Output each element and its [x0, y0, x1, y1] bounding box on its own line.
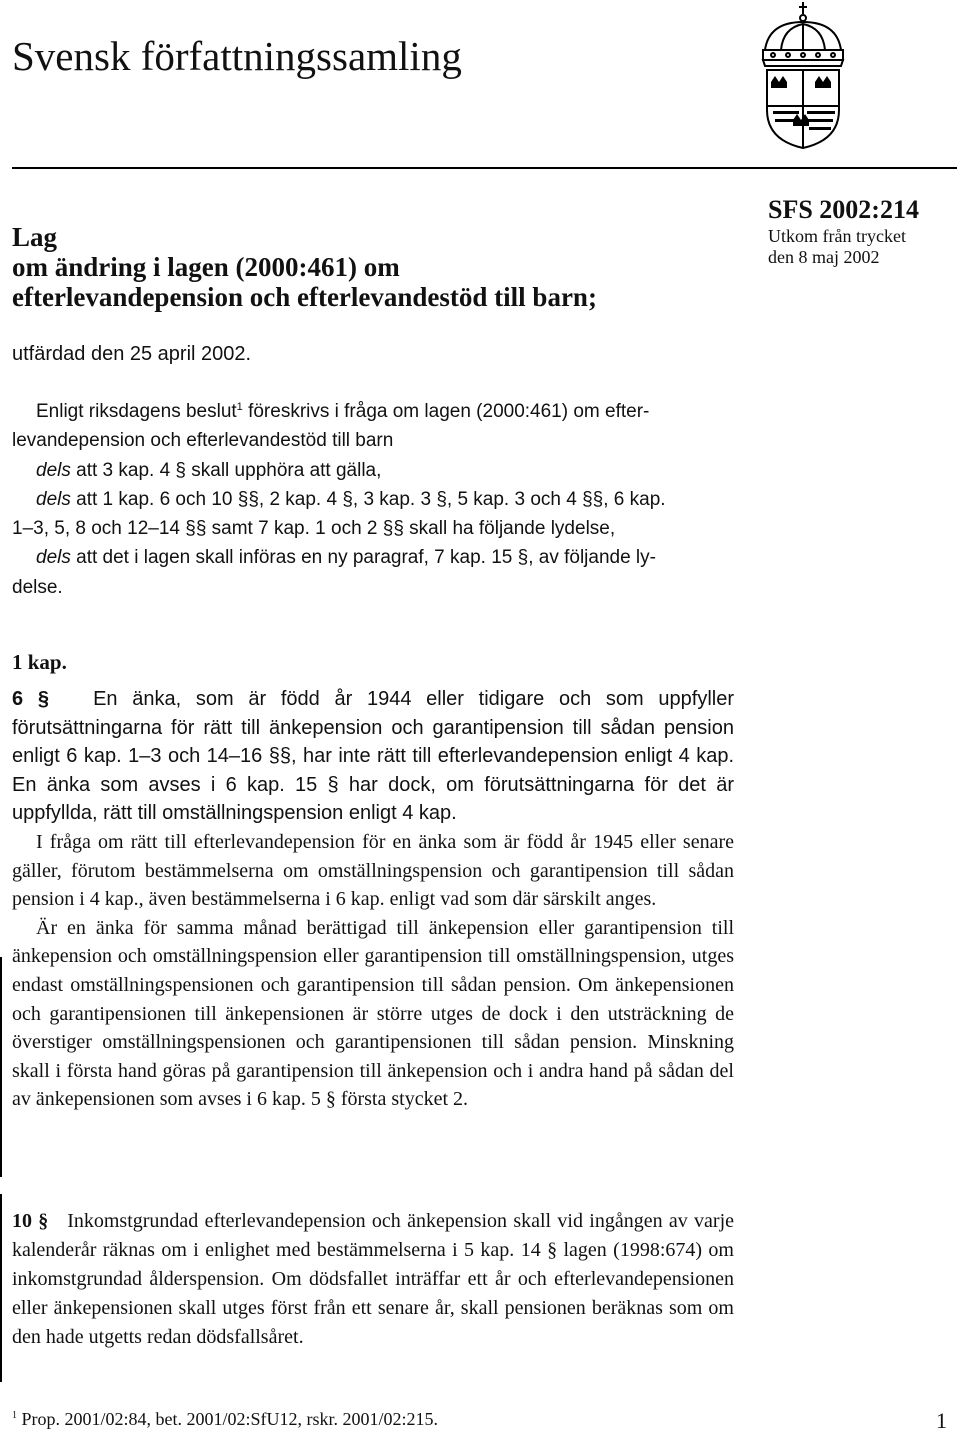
chapter-heading: 1 kap. — [12, 650, 67, 674]
sfs-number: SFS 2002:214 — [768, 195, 919, 224]
preamble-line: delse. — [12, 576, 63, 598]
issued-date: utfärdad den 25 april 2002. — [12, 343, 252, 365]
publication-line: den 8 maj 2002 — [768, 247, 880, 267]
page-number: 1 — [936, 1408, 947, 1433]
section-6-paragraph-2: I fråga om rätt till efterlevandepension för en änka som är född år 1945 eller senare gäller, förutom bestämmelserna om omställningspension och garantipension till sådan pension i 4 kap., även bestämmelserna i 6 kap. enligt vad som där särskilt anges. — [12, 830, 734, 911]
preamble-line: dels att 1 kap. 6 och 10 §§, 2 kap. 4 §, 3 kap. 3 §, 5 kap. 3 och 4 §§, 6 kap. — [36, 488, 666, 510]
section-6-paragraph-1: 6 § En änka, som är född år 1944 eller tidigare och som uppfyller förutsättningarna för rätt till änkepension och garantipension till sådan pension enligt 6 kap. 1–3 och 14–16 §§, har inte rätt till efterlevandepension enligt 4 kap. En änka som avses i 6 kap. 15 § har dock, om förutsättningarna för det är uppfyllda, rätt till omställningspension enligt 4 kap. — [12, 688, 734, 825]
section-6-paragraph-3: Är en änka för samma månad berättigad till änkepension eller garantipension till änkepension och omställningspension eller garantipension till omställningspension, utges endast omställningspensionen och garantipension till sådan pension. Om änkepensionen och garantipensionen till änkepensionen är större utges de dock i den utsträckning de överstiger omställningspensionen och garantipensionen till sådan pension. Minskning skall i första hand göras på garantipension till änkepension och i andra hand på sådan del av änkepensionen som avses i 6 kap. 5 § första stycket 2. — [12, 916, 734, 1111]
section-number: 10 § — [12, 1210, 49, 1232]
footnote-mark: 1 — [12, 1410, 17, 1421]
section-10-paragraph: 10 § Inkomstgrundad efterlevandepension och änkepension skall vid ingången av varje kalenderår räknas om i enlighet med bestämmelserna i 5 kap. 14 § lagen (1998:674) om inkomstgrundad ålderspension. Om dödsfallet inträffar ett år och efterlevandepensionen eller änkepensionen skall utges först från ett senare år, skall pensionen beräknas som om den hade utgetts redan dödsfallsåret. — [12, 1210, 735, 1348]
preamble-line: dels att det i lagen skall införas en ny paragraf, 7 kap. 15 §, av följande ly- — [36, 547, 656, 569]
footnote-ref[interactable]: 1 — [236, 401, 243, 413]
masthead-title: Svensk författningssamling — [12, 33, 462, 79]
section-number: 6 § — [12, 688, 49, 710]
preamble-line: Enligt riksdagens beslut$^1$ föreskrivs i fråga om lagen (2000:461) om efter- — [36, 401, 650, 422]
preamble-line: dels att 3 kap. 4 § skall upphöra att gälla, — [36, 459, 382, 481]
change-bar — [0, 1194, 2, 1382]
title-line: om ändring i lagen (2000:461) om — [12, 252, 400, 282]
section-6 — [12, 685, 734, 1114]
title-line: efterlevandepension och efterlevandestöd till barn; — [12, 282, 597, 312]
preamble-line: 1–3, 5, 8 och 12–14 §§ samt 7 kap. 1 och 2 §§ skall ha följande lydelse, — [12, 518, 616, 540]
law-title — [12, 222, 597, 312]
header-rule — [12, 167, 957, 169]
publication-line: Utkom från trycket — [768, 226, 906, 246]
preamble-line: levandepension och efterlevandestöd till barn — [12, 430, 394, 452]
preamble — [12, 397, 732, 602]
section-10 — [12, 1207, 734, 1352]
change-bar — [0, 957, 2, 1177]
sfs-info — [768, 194, 919, 268]
coat-of-arms-icon — [755, 0, 851, 150]
publication-date — [768, 226, 919, 268]
footnote: $^1$ Prop. 2001/02:84, bet. 2001/02:SfU12, rskr. 2001/02:215. — [12, 1409, 439, 1429]
title-line: Lag — [12, 222, 58, 252]
